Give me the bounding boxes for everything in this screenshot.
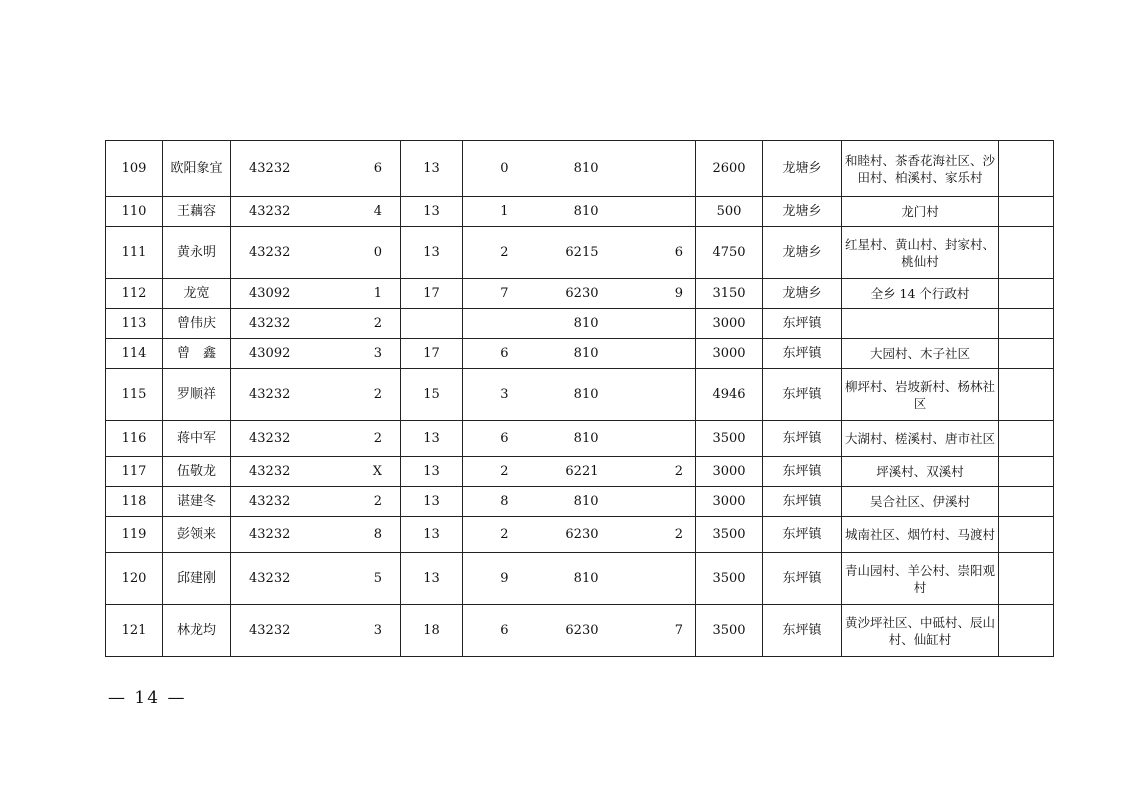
number-cell: 6 [609,227,696,279]
table-row [106,605,1054,657]
number-cell: 1 [463,197,529,227]
row-number-cell: 112 [106,279,163,309]
number-cell: 6 [463,421,529,457]
number-cell: 6215 [529,227,609,279]
number-cell: 2 [463,227,529,279]
villages-cell: 红星村、黄山村、封家村、桃仙村 [842,227,999,279]
number-cell: 9 [609,279,696,309]
code-suffix-cell: 0 [315,227,401,279]
number-cell [401,309,463,339]
number-cell: 8 [463,487,529,517]
number-cell [609,487,696,517]
number-cell [609,141,696,197]
table-row [106,487,1054,517]
code-prefix-cell: 43232 [231,457,315,487]
number-cell: 2 [463,457,529,487]
row-number-cell: 117 [106,457,163,487]
number-cell [609,421,696,457]
villages-cell: 吴合社区、伊溪村 [842,487,999,517]
number-cell: 2 [609,517,696,553]
code-prefix-cell: 43232 [231,421,315,457]
town-cell: 东坪镇 [763,339,842,369]
name-cell: 曾 鑫 [163,339,231,369]
amount-cell: 4750 [696,227,763,279]
number-cell: 2 [463,517,529,553]
villages-cell: 城南社区、烟竹村、马渡村 [842,517,999,553]
number-cell: 13 [401,227,463,279]
name-cell: 谌建冬 [163,487,231,517]
number-cell [609,339,696,369]
remarks-cell [999,605,1054,657]
table-row [106,279,1054,309]
villages-cell: 大园村、木子社区 [842,339,999,369]
amount-cell: 3000 [696,339,763,369]
amount-cell: 3150 [696,279,763,309]
code-suffix-cell: 8 [315,517,401,553]
table-row [106,517,1054,553]
number-cell: 810 [529,339,609,369]
table-body [106,141,1054,657]
remarks-cell [999,141,1054,197]
remarks-cell [999,487,1054,517]
code-prefix-cell: 43232 [231,369,315,421]
villages-cell: 青山园村、羊公村、崇阳观村 [842,553,999,605]
code-suffix-cell: 2 [315,309,401,339]
town-cell: 东坪镇 [763,369,842,421]
town-cell: 东坪镇 [763,457,842,487]
table-row [106,457,1054,487]
number-cell: 810 [529,421,609,457]
number-cell: 3 [463,369,529,421]
remarks-cell [999,197,1054,227]
remarks-cell [999,517,1054,553]
code-suffix-cell: 2 [315,369,401,421]
amount-cell: 500 [696,197,763,227]
number-cell [609,309,696,339]
number-cell [463,309,529,339]
remarks-cell [999,339,1054,369]
town-cell: 龙塘乡 [763,227,842,279]
row-number-cell: 119 [106,517,163,553]
villages-cell: 龙门村 [842,197,999,227]
code-suffix-cell: 5 [315,553,401,605]
villages-cell: 柳坪村、岩坡新村、杨林社区 [842,369,999,421]
code-suffix-cell: 2 [315,421,401,457]
number-cell: 13 [401,517,463,553]
number-cell: 6 [463,605,529,657]
code-prefix-cell: 43092 [231,279,315,309]
number-cell: 6230 [529,279,609,309]
table-row [106,553,1054,605]
row-number-cell: 116 [106,421,163,457]
number-cell: 9 [463,553,529,605]
villages-cell: 黄沙坪社区、中砥村、辰山村、仙缸村 [842,605,999,657]
number-cell: 6230 [529,605,609,657]
town-cell: 东坪镇 [763,553,842,605]
amount-cell: 3500 [696,605,763,657]
remarks-cell [999,457,1054,487]
amount-cell: 2600 [696,141,763,197]
code-prefix-cell: 43232 [231,141,315,197]
name-cell: 黄永明 [163,227,231,279]
amount-cell: 3500 [696,421,763,457]
code-suffix-cell: 2 [315,487,401,517]
name-cell: 伍敬龙 [163,457,231,487]
remarks-cell [999,369,1054,421]
number-cell: 13 [401,487,463,517]
table-row [106,421,1054,457]
data-table [105,140,1054,657]
code-prefix-cell: 43232 [231,227,315,279]
name-cell: 蒋中军 [163,421,231,457]
number-cell: 810 [529,309,609,339]
amount-cell: 3500 [696,517,763,553]
table-row [106,339,1054,369]
number-cell: 6 [463,339,529,369]
number-cell: 6230 [529,517,609,553]
town-cell: 东坪镇 [763,605,842,657]
table-row [106,197,1054,227]
number-cell [609,197,696,227]
number-cell: 810 [529,487,609,517]
name-cell: 曾伟庆 [163,309,231,339]
code-suffix-cell: 3 [315,339,401,369]
number-cell: 810 [529,141,609,197]
amount-cell: 3000 [696,457,763,487]
code-prefix-cell: 43232 [231,605,315,657]
town-cell: 东坪镇 [763,309,842,339]
number-cell: 17 [401,339,463,369]
number-cell: 6221 [529,457,609,487]
town-cell: 龙塘乡 [763,279,842,309]
number-cell: 13 [401,457,463,487]
name-cell: 龙宽 [163,279,231,309]
number-cell: 810 [529,197,609,227]
row-number-cell: 110 [106,197,163,227]
number-cell: 810 [529,369,609,421]
town-cell: 龙塘乡 [763,197,842,227]
villages-cell [842,309,999,339]
town-cell: 东坪镇 [763,421,842,457]
code-prefix-cell: 43232 [231,197,315,227]
code-suffix-cell: 1 [315,279,401,309]
villages-cell: 坪溪村、双溪村 [842,457,999,487]
villages-cell: 和睦村、茶香花海社区、沙田村、柏溪村、家乐村 [842,141,999,197]
name-cell: 王藕容 [163,197,231,227]
town-cell: 东坪镇 [763,517,842,553]
remarks-cell [999,279,1054,309]
number-cell: 7 [609,605,696,657]
code-suffix-cell: 4 [315,197,401,227]
name-cell: 林龙均 [163,605,231,657]
town-cell: 东坪镇 [763,487,842,517]
table-row [106,227,1054,279]
number-cell [609,553,696,605]
name-cell: 彭领来 [163,517,231,553]
amount-cell: 3000 [696,309,763,339]
remarks-cell [999,309,1054,339]
number-cell: 13 [401,197,463,227]
row-number-cell: 111 [106,227,163,279]
name-cell: 罗顺祥 [163,369,231,421]
amount-cell: 3000 [696,487,763,517]
page-number: — 14 — [108,688,187,708]
number-cell: 810 [529,553,609,605]
table-row [106,369,1054,421]
number-cell: 15 [401,369,463,421]
code-suffix-cell: X [315,457,401,487]
row-number-cell: 114 [106,339,163,369]
number-cell: 13 [401,553,463,605]
number-cell [609,369,696,421]
row-number-cell: 121 [106,605,163,657]
villages-cell: 全乡 14 个行政村 [842,279,999,309]
number-cell: 13 [401,421,463,457]
code-suffix-cell: 3 [315,605,401,657]
table-row [106,141,1054,197]
number-cell: 7 [463,279,529,309]
remarks-cell [999,227,1054,279]
villages-cell: 大湖村、槎溪村、唐市社区 [842,421,999,457]
number-cell: 18 [401,605,463,657]
code-prefix-cell: 43232 [231,309,315,339]
row-number-cell: 115 [106,369,163,421]
remarks-cell [999,553,1054,605]
number-cell: 2 [609,457,696,487]
amount-cell: 4946 [696,369,763,421]
code-prefix-cell: 43232 [231,553,315,605]
code-prefix-cell: 43092 [231,339,315,369]
number-cell: 0 [463,141,529,197]
number-cell: 13 [401,141,463,197]
row-number-cell: 118 [106,487,163,517]
row-number-cell: 113 [106,309,163,339]
code-suffix-cell: 6 [315,141,401,197]
row-number-cell: 109 [106,141,163,197]
name-cell: 邱建刚 [163,553,231,605]
town-cell: 龙塘乡 [763,141,842,197]
number-cell: 17 [401,279,463,309]
row-number-cell: 120 [106,553,163,605]
amount-cell: 3500 [696,553,763,605]
code-prefix-cell: 43232 [231,487,315,517]
name-cell: 欧阳象宜 [163,141,231,197]
remarks-cell [999,421,1054,457]
table-row [106,309,1054,339]
code-prefix-cell: 43232 [231,517,315,553]
